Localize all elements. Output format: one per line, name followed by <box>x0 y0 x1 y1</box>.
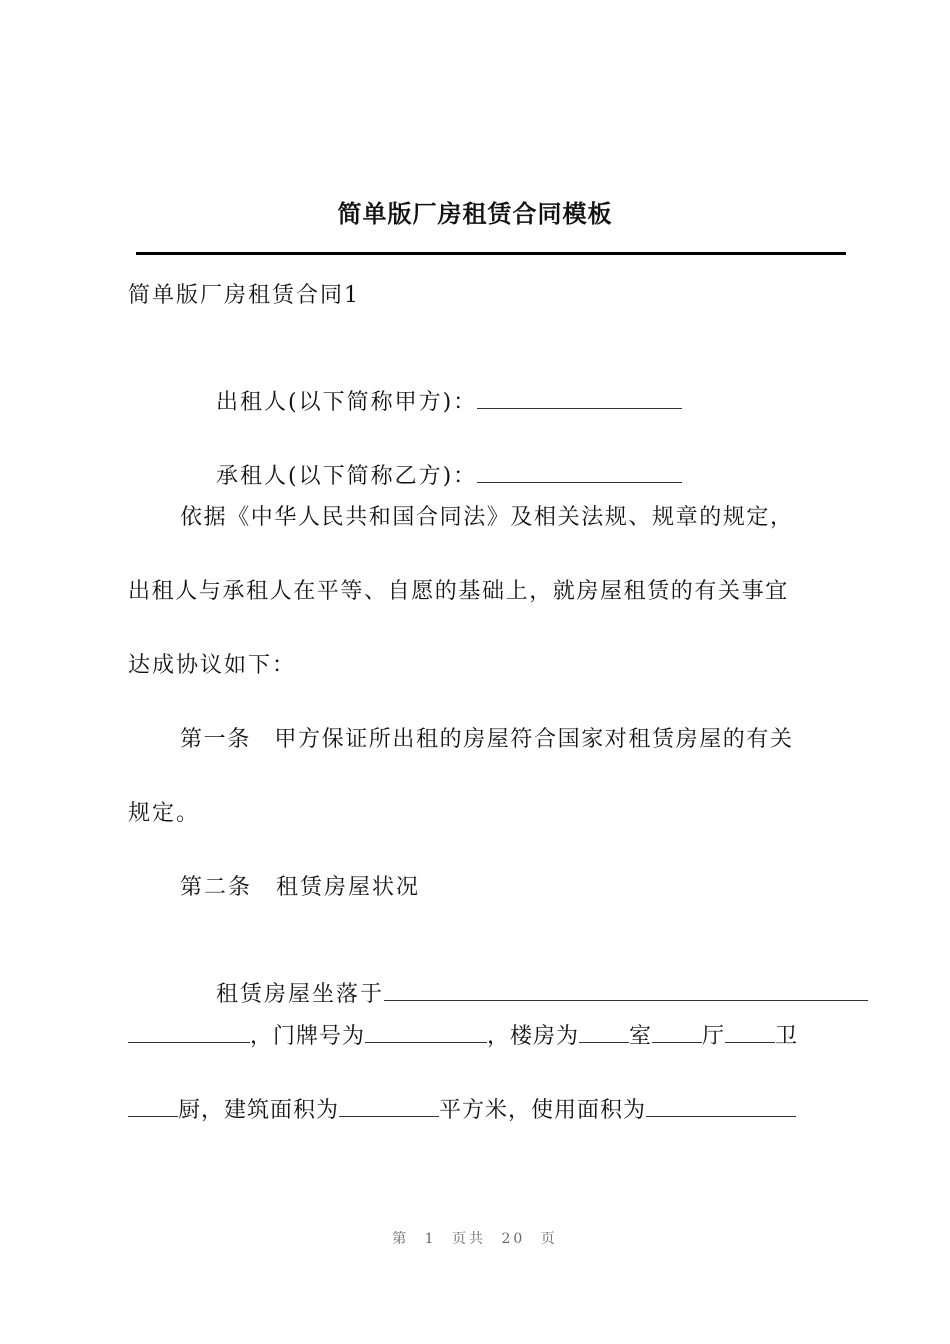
room-label: 室 <box>629 1024 653 1049</box>
usable-area-label: 平方米，使用面积为 <box>439 1098 647 1123</box>
kitchen-area-label: 厨，建筑面积为 <box>178 1098 340 1123</box>
lessee-label: 承租人(以下简称乙方)： <box>215 464 478 489</box>
address-line <box>128 1020 798 1053</box>
preamble-line-1: 依据《中华人民共和国合同法》及相关法规、规章的规定， <box>180 505 794 530</box>
usable-area-blank <box>646 1094 796 1117</box>
document-title: 简单版厂房租赁合同模板 <box>337 199 613 228</box>
location-blank <box>384 978 868 1001</box>
hall-blank <box>652 1020 702 1043</box>
bath-blank <box>725 1020 775 1043</box>
lessee-blank <box>477 460 682 483</box>
title-divider <box>136 252 846 255</box>
area-line <box>128 1094 796 1127</box>
lessor-label: 出租人(以下简称甲方)： <box>215 390 478 415</box>
kitchen-blank <box>128 1094 178 1117</box>
location-blank-continued <box>128 1020 250 1043</box>
article1-line-1: 第一条 甲方保证所出租的房屋符合国家对租赁房屋的有关 <box>180 727 794 752</box>
building-area-blank <box>339 1094 439 1117</box>
lessor-blank <box>477 386 682 409</box>
door-number-label: ，门牌号为 <box>250 1024 366 1049</box>
hall-label: 厅 <box>702 1024 726 1049</box>
article1-line-2: 规定。 <box>128 801 201 826</box>
page-number: 第 1 页共 20 页 <box>392 1231 558 1247</box>
building-label: ，楼房为 <box>487 1024 580 1049</box>
article2-heading: 第二条 租赁房屋状况 <box>180 875 421 900</box>
bath-label: 卫 <box>775 1024 799 1049</box>
location-label: 租赁房屋坐落于 <box>215 982 384 1007</box>
room-blank <box>579 1020 629 1043</box>
door-number-blank <box>365 1020 487 1043</box>
preamble-line-3: 达成协议如下： <box>128 653 297 678</box>
section-heading: 简单版厂房租赁合同1 <box>128 283 360 308</box>
preamble-line-2: 出租人与承租人在平等、自愿的基础上，就房屋租赁的有关事宜 <box>128 579 789 604</box>
